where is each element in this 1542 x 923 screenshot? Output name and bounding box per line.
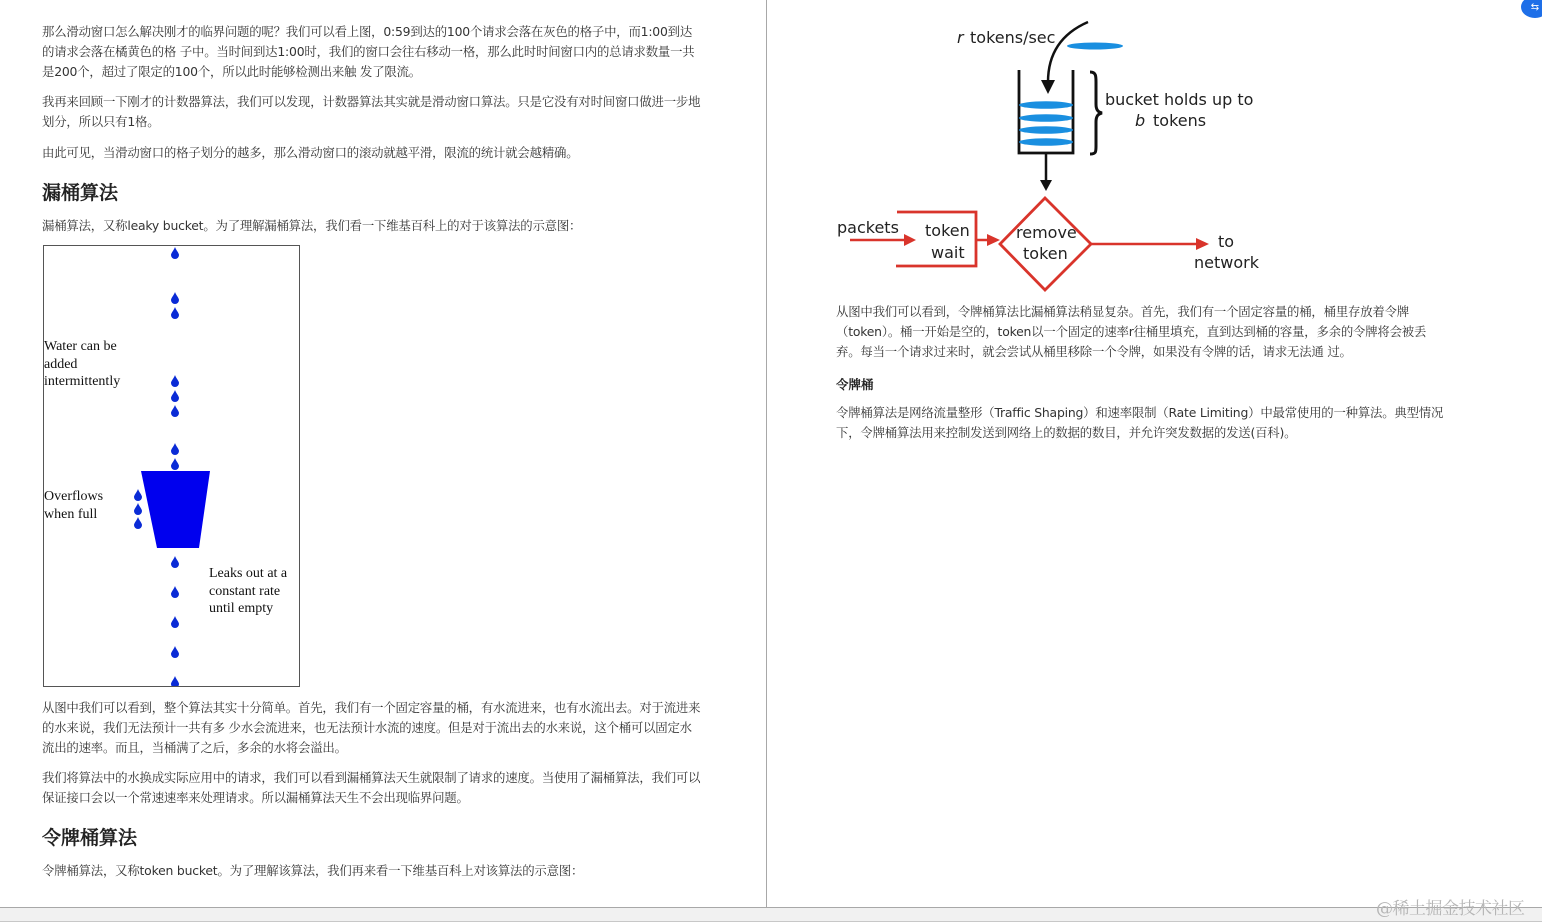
wait-label-line2: wait	[931, 243, 965, 262]
rate-label: tokens/sec	[970, 28, 1056, 47]
arrow-head-icon	[1196, 238, 1209, 250]
token-icon	[1019, 126, 1073, 134]
leaky-bucket-svg	[44, 246, 299, 686]
water-drop-icon	[171, 676, 179, 686]
water-drop-icon	[134, 517, 142, 529]
remove-label-line2: token	[1023, 244, 1068, 263]
leaky-bucket-intro: 漏桶算法，又称leaky bucket。为了理解漏桶算法，我们看一下维基百科上的对于该算法的示意图：	[42, 218, 582, 233]
left-page	[0, 0, 766, 907]
water-drop-icon	[171, 247, 179, 259]
label-added-line2: added	[44, 357, 78, 372]
label-overflow-line1: Overflows	[44, 489, 104, 504]
leaky-bucket-diagram	[43, 245, 300, 687]
label-leak-line1: Leaks out at a	[209, 566, 288, 581]
water-drop-icon	[171, 307, 179, 319]
token-icon	[1019, 138, 1073, 146]
wait-label-line1: token	[925, 221, 970, 240]
arrow-head-icon	[904, 234, 916, 246]
bucket-label-line1: bucket holds up to	[1105, 90, 1254, 109]
brace-icon	[1090, 72, 1102, 154]
bucket-label-line2: tokens	[1153, 111, 1207, 130]
bucket-shape	[141, 471, 210, 548]
horizontal-scrollbar[interactable]	[0, 907, 1542, 922]
paragraph-sliding-window: 那么滑动窗口怎么解决刚才的临界问题的呢？我们可以看上图，0:59到达的100个请求会落在灰色的格子中，而1:00到达的请求会落在橘黄色的格 子中。当时间到达1:00时，我们的窗口会往右移动一格，那么此时时间窗口内的总请求数量一共是200个，超过了限定的100个，所以此时能够检测出来触 发了限流。	[42, 24, 695, 79]
token-bucket-intro: 令牌桶算法，又称token bucket。为了理解该算法，我们再来看一下维基百科上对该算法的示意图：	[42, 863, 584, 878]
label-leak-line3: until empty	[209, 601, 274, 616]
paragraph-counter-recap: 我再来回顾一下刚才的计数器算法，我们可以发现，计数器算法其实就是滑动窗口算法。只是它没有对时间窗口做进一步地划分，所以只有1格。	[42, 94, 701, 129]
translate-icon: ⇆	[1530, 2, 1540, 13]
water-drop-icon	[171, 405, 179, 417]
arrow-head-icon	[1040, 180, 1052, 191]
leaky-explanation-2: 我们将算法中的水换成实际应用中的请求，我们可以看到漏桶算法天生就限制了请求的速度。当使用了漏桶算法，我们可以保证接口会以一个常速速率来处理请求。所以漏桶算法天生不会出现临界问题。	[42, 770, 701, 805]
water-drop-icon	[171, 586, 179, 598]
heading-token-bucket: 令牌桶算法	[42, 827, 138, 849]
arrow-head-icon	[1041, 80, 1055, 94]
leaky-explanation-1: 从图中我们可以看到，整个算法其实十分简单。首先，我们有一个固定容量的桶，有水流进来，也有水流出去。对于流进来的水来说，我们无法预计一共有多 少水会流进来，也无法预计水流的速度。但是对于流出去的水来说，这个桶可以固定水流出的速率。而且，当桶满了之后，多余的水将会溢出。	[42, 700, 701, 755]
water-drop-icon	[134, 489, 142, 501]
token-icon	[1019, 114, 1073, 122]
network-label-line2: network	[1194, 253, 1259, 272]
label-leak-line2: constant rate	[209, 584, 281, 599]
water-drop-icon	[171, 443, 179, 455]
label-added-line1: Water can be	[44, 339, 117, 354]
token-bucket-diagram	[830, 10, 1280, 300]
water-drop-icon	[171, 646, 179, 658]
water-drop-icon	[171, 375, 179, 387]
definition-line2: 下，令牌桶算法用来控制发送到网络上的数据的数目，并允许突发数据的发送(百科)。	[836, 425, 1297, 440]
water-drop-icon	[171, 556, 179, 568]
definition-line1: 令牌桶算法是网络流量整形（Traffic Shaping）和速率限制（Rate Limiting）中最常使用的一种算法。典型情况	[836, 405, 1444, 420]
network-label-line1: to	[1218, 232, 1235, 251]
token-bucket-svg	[830, 10, 1280, 300]
water-drop-icon	[171, 616, 179, 628]
token-explain-line1: 从图中我们可以看到，令牌桶算法比漏桶算法稍显复杂。首先，我们有一个固定容量的桶，桶里存放着令牌	[836, 304, 1409, 319]
remove-label-line1: remove	[1016, 223, 1077, 242]
paragraph-conclusion: 由此可见，当滑动窗口的格子划分的越多，那么滑动窗口的滚动就越平滑，限流的统计就会越精确。	[42, 145, 579, 160]
subheading-token-bucket: 令牌桶	[836, 377, 874, 392]
arrow-head-icon	[987, 234, 1000, 246]
label-added-line3: intermittently	[44, 374, 121, 389]
packets-label: packets	[837, 218, 899, 237]
water-drop-icon	[171, 458, 179, 470]
heading-leaky-bucket: 漏桶算法	[42, 182, 119, 204]
token-icon	[1019, 101, 1073, 109]
water-drop-icon	[134, 503, 142, 515]
water-drop-icon	[171, 390, 179, 402]
water-drop-icon	[171, 292, 179, 304]
token-explain-line3: 弃。每当一个请求过来时，就会尝试从桶里移除一个令牌，如果没有令牌的话，请求无法通 过。	[836, 344, 1352, 359]
label-overflow-line2: when full	[44, 507, 98, 522]
bucket-variable: b	[1135, 111, 1146, 130]
falling-token-icon	[1067, 43, 1123, 50]
watermark: @稀土掘金技术社区	[1376, 899, 1525, 919]
token-explain-line2: （token）。桶一开始是空的，token以一个固定的速率r往桶里填充，直到达到桶的容量，多余的令牌将会被丢	[836, 324, 1427, 339]
rate-variable: r	[957, 28, 964, 47]
